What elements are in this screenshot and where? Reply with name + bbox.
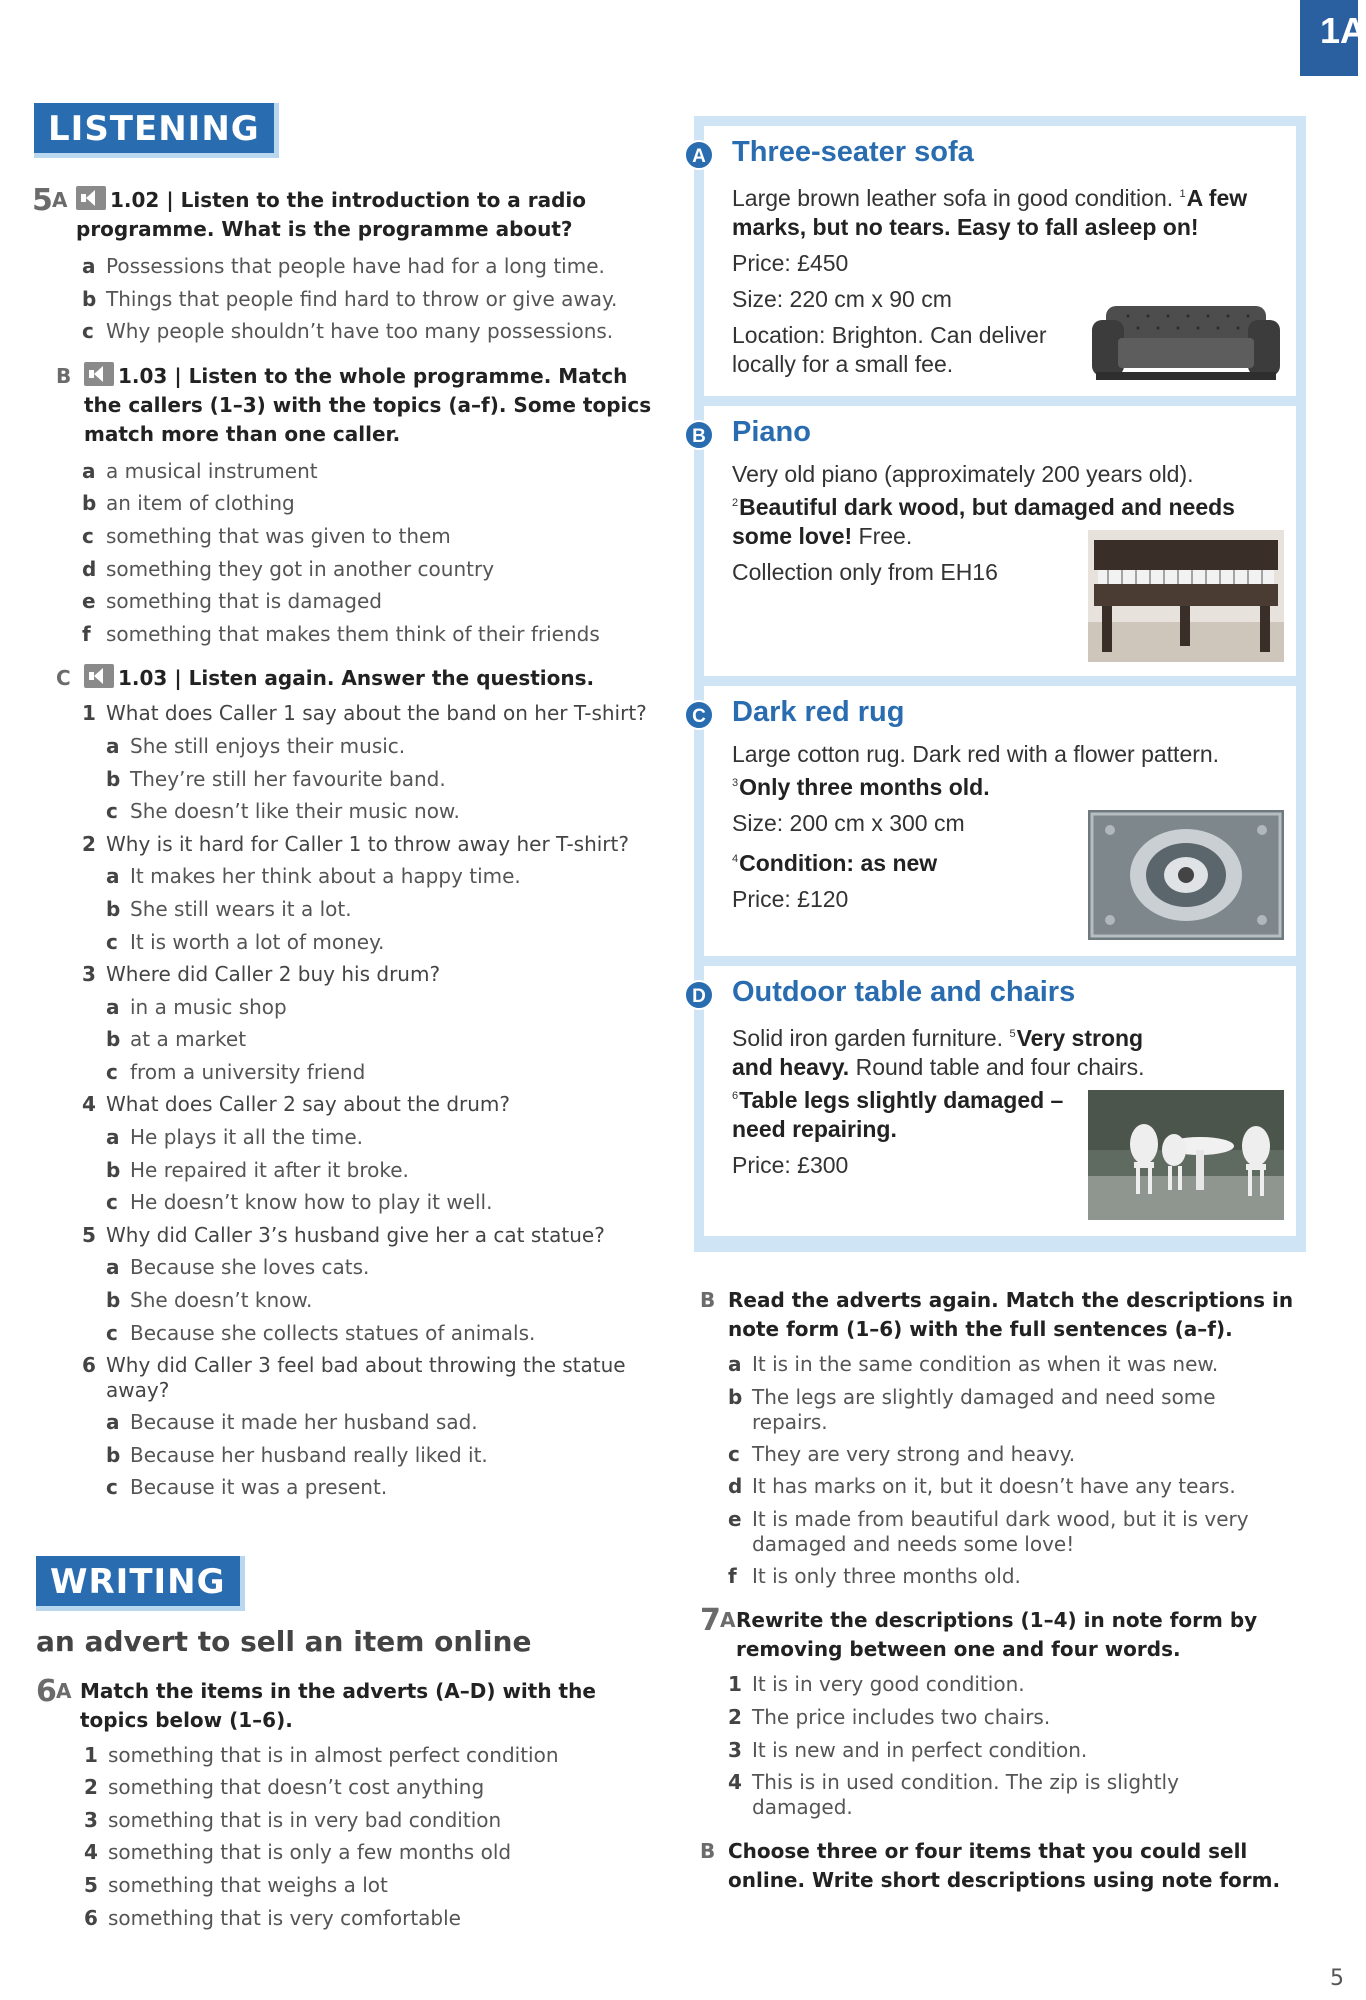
advert-title: Outdoor table and chairs — [732, 976, 1076, 1008]
topic-text: something that weighs a lot — [108, 1872, 388, 1897]
option-letter: a — [106, 1125, 120, 1150]
option-text: He doesn’t know how to play it well. — [130, 1190, 493, 1215]
option-item — [32, 618, 652, 651]
advert-title: Dark red rug — [732, 696, 905, 728]
option-letter: c — [106, 1320, 118, 1345]
option-text: She doesn’t like their music now. — [130, 799, 460, 824]
question-item — [32, 828, 652, 861]
advert-price: Price: £300 — [732, 1152, 849, 1178]
option-text: in a music shop — [130, 994, 287, 1019]
description-text: This is in used condition. The zip is slightly damaged. — [752, 1770, 1179, 1820]
description-item — [700, 1766, 1320, 1823]
option-text: something they got in another country — [106, 556, 495, 581]
advert-title: Three-seater sofa — [732, 136, 974, 168]
exercise-5c-heading — [32, 664, 652, 693]
exercise-instruction: | Listen to the whole programme. Match the callers (1–3) with the topics (a–f). Some topics match more than one caller. — [84, 363, 652, 446]
option-letter: c — [728, 1441, 740, 1466]
audio-icon[interactable] — [84, 664, 114, 688]
topic-number: 1 — [84, 1742, 98, 1767]
option-text: Because her husband really liked it. — [130, 1442, 488, 1467]
description-item — [700, 1701, 1320, 1734]
question-number: 1 — [82, 701, 96, 726]
option-letter: a — [82, 458, 96, 483]
option-item — [700, 1560, 1320, 1593]
writing-left-column — [36, 1626, 656, 1934]
option-text: Because it made her husband sad. — [130, 1410, 478, 1435]
exercise-letter: B — [700, 1288, 716, 1312]
advert-highlight: Condition: as new — [739, 850, 938, 876]
page-number: 5 — [1330, 1966, 1344, 1991]
option-letter: c — [82, 319, 94, 344]
question-item — [32, 1349, 652, 1406]
advert-a — [692, 126, 1296, 396]
option-text: It is only three months old. — [752, 1563, 1021, 1588]
option-text: at a market — [130, 1027, 247, 1052]
exercise-letter: C — [56, 666, 71, 691]
option-item — [32, 283, 652, 316]
topic-text: something that is in almost perfect condition — [108, 1742, 559, 1767]
advert-title: Piano — [732, 416, 811, 448]
piano-image — [1088, 530, 1284, 662]
option-text: something that makes them think of their friends — [106, 621, 600, 646]
option-text: something that is damaged — [106, 589, 382, 614]
option-text: She still wears it a lot. — [130, 896, 352, 921]
topic-number: 4 — [84, 1840, 98, 1865]
question-number: 3 — [82, 962, 96, 987]
advert-highlight: Only three months old. — [739, 774, 990, 800]
writing-banner: WRITING — [36, 1556, 245, 1611]
question-number: 6 — [82, 1353, 96, 1378]
topic-text: something that doesn’t cost anything — [108, 1775, 485, 1800]
option-item — [32, 520, 652, 553]
option-letter: a — [106, 994, 120, 1019]
option-item — [32, 553, 652, 586]
advert-highlight: Very strong and heavy. — [732, 1025, 1144, 1080]
option-letter: a — [106, 1255, 120, 1280]
exercise-instruction: | Listen to the introduction to a radio programme. What is the programme about? — [76, 188, 587, 241]
option-text: It is worth a lot of money. — [130, 929, 385, 954]
advert-price: Price: £120 — [732, 886, 849, 912]
question-number: 4 — [82, 1092, 96, 1117]
rug-image — [1088, 810, 1284, 940]
option-text: It is made from beautiful dark wood, but it is very damaged and needs some love! — [752, 1506, 1249, 1556]
description-number: 1 — [728, 1672, 742, 1697]
option-item — [32, 893, 652, 926]
option-item — [32, 1406, 652, 1439]
topic-item — [36, 1804, 656, 1837]
question-text: What does Caller 2 say about the drum? — [106, 1092, 511, 1117]
option-text: They’re still her favourite band. — [130, 766, 446, 791]
option-letter: b — [106, 1027, 121, 1052]
option-letter: c — [106, 929, 118, 954]
advert-badge: A — [684, 140, 714, 170]
question-item — [32, 697, 652, 730]
question-number: 2 — [82, 831, 96, 856]
left-column — [32, 183, 652, 1504]
audio-icon[interactable] — [84, 362, 114, 386]
option-text: It is in the same condition as when it was new. — [752, 1352, 1219, 1376]
exercise-letter: A — [56, 1678, 72, 1703]
question-item — [32, 958, 652, 991]
option-item — [32, 926, 652, 959]
right-column — [700, 1286, 1320, 1895]
option-letter: a — [106, 864, 120, 889]
advert-text: Free. — [852, 523, 913, 549]
adverts-panel — [694, 116, 1306, 1252]
option-letter: e — [82, 589, 96, 614]
advert-text: Large brown leather sofa in good condition. — [732, 185, 1180, 211]
option-item — [700, 1438, 1320, 1471]
option-letter: b — [82, 286, 97, 311]
track-code: 1.02 — [110, 188, 160, 212]
option-text: Because she loves cats. — [130, 1255, 370, 1280]
exercise-letter: B — [700, 1839, 716, 1864]
topic-item — [36, 1771, 656, 1804]
option-letter: b — [106, 1157, 121, 1182]
topic-number: 3 — [84, 1807, 98, 1832]
option-letter: a — [106, 1410, 120, 1435]
advert-text: Very old piano (approximately 200 years old). — [732, 461, 1194, 487]
option-text: He plays it all the time. — [130, 1125, 364, 1150]
description-text: It is in very good condition. — [752, 1672, 1025, 1697]
description-number: 2 — [728, 1704, 742, 1729]
description-number: 3 — [728, 1737, 742, 1762]
option-letter: b — [106, 1442, 121, 1467]
advert-text: Large cotton rug. Dark red with a flower pattern. — [732, 741, 1220, 767]
option-letter: c — [106, 1059, 118, 1084]
option-item — [32, 1186, 652, 1219]
option-text: Possessions that people have had for a long time. — [106, 254, 605, 278]
option-item — [32, 1284, 652, 1317]
option-text: an item of clothing — [106, 491, 295, 516]
question-text: Why did Caller 3’s husband give her a cat statue? — [106, 1222, 605, 1247]
advert-size: Size: 220 cm x 90 cm — [732, 286, 952, 312]
advert-price: Price: £450 — [732, 250, 849, 276]
advert-badge: D — [684, 980, 714, 1010]
note-number: 3 — [732, 777, 739, 789]
topic-item — [36, 1869, 656, 1902]
question-text: What does Caller 1 say about the band on her T-shirt? — [106, 701, 647, 726]
question-text: Why did Caller 3 feel bad about throwing the statue away? — [106, 1353, 626, 1403]
question-list — [32, 697, 652, 1504]
exercise-number: 5 — [32, 183, 53, 218]
advert-highlight: A few marks, but no tears. Easy to fall asleep on! — [732, 185, 1248, 240]
topic-text: something that is only a few months old — [108, 1840, 512, 1865]
exercise-6a-heading — [36, 1673, 656, 1735]
advert-c — [692, 686, 1296, 956]
option-item — [32, 795, 652, 828]
option-item — [32, 455, 652, 488]
note-number: 2 — [732, 497, 739, 509]
option-item — [32, 1251, 652, 1284]
option-letter: c — [106, 1475, 118, 1500]
description-text: It is new and in perfect condition. — [752, 1737, 1088, 1762]
option-letter: b — [106, 1288, 121, 1313]
option-letter: d — [728, 1474, 743, 1499]
option-item — [32, 585, 652, 618]
option-text: She doesn’t know. — [130, 1288, 313, 1313]
exercise-letter: A — [720, 1608, 736, 1633]
track-code: 1.03 — [118, 666, 168, 691]
option-letter: a — [82, 254, 96, 278]
option-item — [32, 860, 652, 893]
option-letter: b — [728, 1384, 743, 1409]
track-code: 1.03 — [118, 363, 168, 388]
audio-icon[interactable] — [76, 186, 106, 210]
question-text: Why is it hard for Caller 1 to throw away her T-shirt? — [106, 831, 629, 856]
advert-d — [692, 966, 1296, 1236]
topic-item — [36, 1836, 656, 1869]
option-item — [700, 1503, 1320, 1560]
note-number: 4 — [732, 853, 739, 865]
note-number: 5 — [1009, 1028, 1016, 1040]
garden-furniture-image — [1088, 1090, 1284, 1220]
option-letter: c — [106, 1190, 118, 1215]
option-text: Things that people find hard to throw or give away. — [106, 286, 618, 311]
exercise-5a-heading — [32, 183, 652, 244]
advert-text: Round table and four chairs. — [849, 1054, 1145, 1080]
question-text: Where did Caller 2 buy his drum? — [106, 962, 441, 987]
option-letter: a — [728, 1352, 742, 1376]
option-item — [700, 1470, 1320, 1503]
advert-highlight: Beautiful dark wood, but damaged and needs some love! — [732, 494, 1235, 549]
question-number: 5 — [82, 1222, 96, 1247]
option-item — [32, 1056, 652, 1089]
topic-text: something that is in very bad condition — [108, 1807, 502, 1832]
advert-text: Solid iron garden furniture. — [732, 1025, 1010, 1051]
exercise-instruction: Read the adverts again. Match the descriptions in note form (1–6) with the full sentences (a–f). — [728, 1288, 1294, 1341]
exercise-number: 7 — [700, 1603, 721, 1639]
option-text: something that was given to them — [106, 523, 451, 548]
advert-badge: C — [684, 700, 714, 730]
option-letter: b — [82, 491, 97, 516]
option-item — [32, 763, 652, 796]
option-letter: a — [106, 733, 120, 758]
option-text: The legs are slightly damaged and need some repairs. — [752, 1384, 1216, 1434]
option-letter: f — [728, 1563, 737, 1588]
question-item — [32, 1219, 652, 1252]
option-item — [32, 730, 652, 763]
exercise-7b-heading — [700, 1837, 1320, 1895]
option-item — [32, 1154, 652, 1187]
exercise-6b-heading — [700, 1286, 1320, 1344]
option-item — [32, 315, 652, 348]
topic-number: 2 — [84, 1775, 98, 1800]
exercise-letter: B — [56, 363, 72, 388]
option-item — [32, 1121, 652, 1154]
topic-number: 5 — [84, 1872, 98, 1897]
exercise-instruction: Rewrite the descriptions (1–4) in note form by removing between one and four words. — [736, 1608, 1258, 1662]
description-item — [700, 1668, 1320, 1701]
option-item — [700, 1348, 1320, 1381]
option-text: a musical instrument — [106, 458, 318, 483]
description-text: The price includes two chairs. — [752, 1704, 1051, 1729]
option-letter: e — [728, 1506, 742, 1531]
option-letter: b — [106, 766, 121, 791]
question-item — [32, 1088, 652, 1121]
note-number: 6 — [732, 1090, 739, 1102]
exercise-instruction: Choose three or four items that you could sell online. Write short descriptions using note form. — [728, 1839, 1281, 1893]
topic-number: 6 — [84, 1905, 98, 1930]
note-number: 1 — [1179, 188, 1186, 200]
unit-tab: 1A — [1300, 0, 1358, 76]
option-text: It has marks on it, but it doesn’t have any tears. — [752, 1474, 1236, 1499]
advert-b — [692, 406, 1296, 676]
exercise-number: 6 — [36, 1673, 57, 1709]
topic-item — [36, 1902, 656, 1935]
description-number: 4 — [728, 1770, 742, 1795]
option-item — [32, 1023, 652, 1056]
advert-badge: B — [684, 420, 714, 450]
writing-subheading: an advert to sell an item online — [36, 1625, 532, 1658]
option-text: She still enjoys their music. — [130, 733, 406, 758]
option-item — [32, 991, 652, 1024]
advert-location: Location: Brighton. Can deliver locally for a small fee. — [732, 322, 1047, 377]
listening-banner: LISTENING — [34, 103, 279, 158]
option-item — [32, 1317, 652, 1350]
option-text: Because she collects statues of animals. — [130, 1320, 536, 1345]
option-letter: b — [106, 896, 121, 921]
advert-collection: Collection only from EH16 — [732, 559, 998, 585]
option-text: They are very strong and heavy. — [752, 1441, 1076, 1466]
option-item — [32, 487, 652, 520]
exercise-5b-heading — [32, 362, 652, 449]
exercise-7a-heading — [700, 1603, 1320, 1664]
option-letter: c — [82, 523, 94, 548]
option-item — [700, 1381, 1320, 1438]
exercise-letter: A — [52, 188, 68, 212]
option-item — [32, 1471, 652, 1504]
option-text: He repaired it after it broke. — [130, 1157, 409, 1182]
exercise-instruction: Match the items in the adverts (A–D) with the topics below (1–6). — [80, 1678, 596, 1732]
option-letter: c — [106, 799, 118, 824]
option-text: It makes her think about a happy time. — [130, 864, 521, 889]
sofa-image — [1088, 302, 1284, 386]
topic-item — [36, 1739, 656, 1772]
description-item — [700, 1734, 1320, 1767]
option-letter: f — [82, 621, 91, 646]
option-item — [32, 1439, 652, 1472]
option-item — [32, 250, 652, 283]
option-text: Why people shouldn’t have too many possessions. — [106, 319, 614, 344]
option-text: Because it was a present. — [130, 1475, 388, 1500]
advert-size: Size: 200 cm x 300 cm — [732, 810, 965, 836]
option-letter: d — [82, 556, 97, 581]
exercise-instruction: | Listen again. Answer the questions. — [167, 666, 595, 691]
option-text: from a university friend — [130, 1059, 366, 1084]
topic-text: something that is very comfortable — [108, 1905, 461, 1930]
advert-highlight: Table legs slightly damaged – need repairing. — [732, 1087, 1064, 1142]
